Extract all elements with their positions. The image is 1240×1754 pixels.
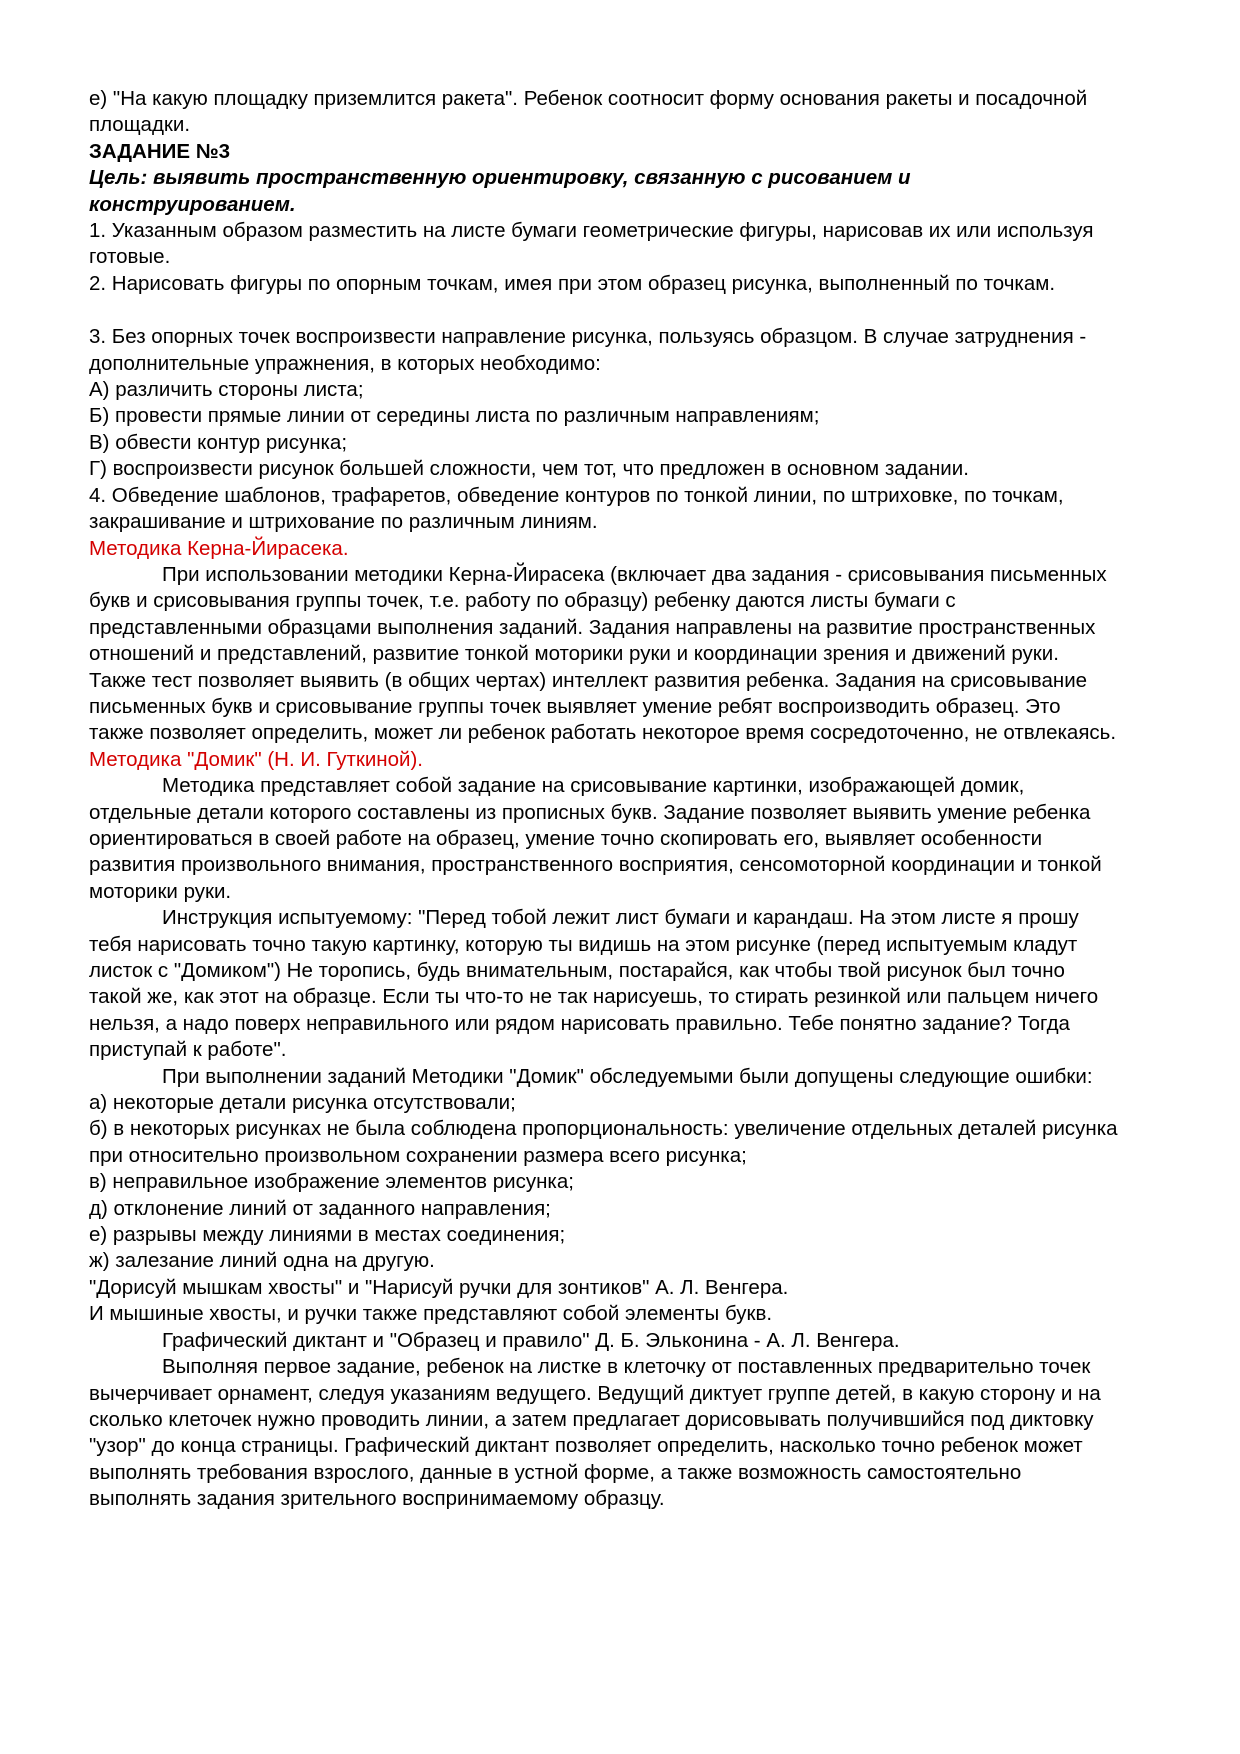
error-item-d: д) отклонение линий от заданного направления;	[89, 1196, 551, 1220]
task3-heading: ЗАДАНИЕ №3	[89, 139, 230, 163]
task3-goal: Цель: выявить пространственную ориентировку, связанную с рисованием и конструированием.	[89, 166, 911, 216]
task3-item-a: А) различить стороны листа;	[89, 378, 364, 402]
task3-step2: 2. Нарисовать фигуры по опорным точкам, имея при этом образец рисунка, выполненный по точкам.	[89, 271, 1056, 295]
kern-heading: Методика Керна-Йирасека.	[89, 536, 349, 560]
task3-item-g: Г) воспроизвести рисунок большей сложности, чем тот, что предложен в основном задании.	[89, 457, 969, 481]
domik-heading: Методика "Домик" (Н. И. Гуткиной).	[89, 747, 423, 771]
domik-body: Методика представляет собой задание на срисовывание картинки, изображающей домик, отдельные детали которого составлены из прописных букв. Задание позволяет выявить умение ребенка ориентироваться в своей работе на образец, умение точно скопировать его, выявляет особенности развития произвольного внимания, пространственного восприятия, сенсомоторной координации и тонкой моторики руки.	[89, 774, 1102, 903]
task3-step4: 4. Обведение шаблонов, трафаретов, обведение контуров по тонкой линии, по штриховке, по точкам, закрашивание и штрихование по различным линиям.	[89, 483, 1064, 534]
task3-item-b: Б) провести прямые линии от середины листа по различным направлениям;	[89, 404, 820, 428]
error-item-zh: ж) залезание линий одна на другую.	[89, 1249, 435, 1273]
task3-step3: 3. Без опорных точек воспроизвести направление рисунка, пользуясь образцом. В случае затруднения - дополнительные упражнения, в которых необходимо:	[89, 325, 1087, 375]
error-item-a: а) некоторые детали рисунка отсутствовали;	[89, 1091, 516, 1115]
kern-body: При использовании методики Керна-Йирасека (включает два задания - срисовывания письменных букв и срисовывания группы точек, т.е. работу по образцу) ребенку даются листы бумаги с представленными образцами выполнения заданий. Задания направлены на развитие пространственных отношений и представлений, развитие тонкой моторики руки и координации зрения и движений руки. Также тест позволяет выявить (в общих чертах) интеллект развития ребенка. Задания на срисовывание письменных букв и срисовывание группы точек выявляет умение ребят воспроизводить образец. Это также позволяет определить, может ли ребенок работать некоторое время сосредоточенно, не отвлекаясь.	[89, 562, 1117, 745]
task3-step1: 1. Указанным образом разместить на листе бумаги геометрические фигуры, нарисовав их или используя готовые.	[89, 219, 1094, 269]
venger-body: И мышиные хвосты, и ручки также представляют собой элементы букв.	[89, 1302, 773, 1326]
domik-errors-intro: При выполнении заданий Методики "Домик" обследуемыми были допущены следующие ошибки:	[162, 1064, 1093, 1088]
task3-item-v: В) обвести контур рисунка;	[89, 430, 348, 454]
elkonin-title: Графический диктант и "Образец и правило" Д. Б. Эльконина - А. Л. Венгера.	[162, 1328, 900, 1352]
elkonin-body: Выполняя первое задание, ребенок на листке в клеточку от поставленных предварительно точек вычерчивает орнамент, следуя указаниям ведущего. Ведущий диктует группе детей, в какую сторону и на сколько клеточек нужно проводить линии, а затем предлагает дорисовывать получившийся под диктовку "узор" до конца страницы. Графический диктант позволяет определить, насколько точно ребенок может выполнять требования взрослого, данные в устной форме, а также возможность самостоятельно выполнять задания зрительного воспринимаемому образцу.	[89, 1355, 1101, 1511]
error-item-e: е) разрывы между линиями в местах соединения;	[89, 1223, 566, 1247]
error-item-b: б) в некоторых рисунках не была соблюдена пропорциональность: увеличение отдельных деталей рисунка при относительно произвольном сохранении размера всего рисунка;	[89, 1117, 1118, 1167]
blank-line	[89, 297, 1120, 324]
error-item-v: в) неправильное изображение элементов рисунка;	[89, 1170, 574, 1194]
domik-instruction: Инструкция испытуемому: "Перед тобой лежит лист бумаги и карандаш. На этом листе я прошу тебя нарисовать точно такую картинку, которую ты видишь на этом рисунке (перед испытуемым кладут листок с "Домиком") Не торопись, будь внимательным, постарайся, как чтобы твой рисунок был точно такой же, как этот на образце. Если ты что-то не так нарисуешь, то стирать резинкой или пальцем ничего нельзя, а надо поверх неправильного или рядом нарисовать правильно. Тебе понятно задание? Тогда приступай к работе".	[89, 906, 1099, 1062]
item-e-rocket: е) "На какую площадку приземлится ракета". Ребенок соотносит форму основания ракеты и посадочной площадки.	[89, 87, 1088, 137]
venger-title: "Дорисуй мышкам хвосты" и "Нарисуй ручки для зонтиков" А. Л. Венгера.	[89, 1275, 789, 1299]
